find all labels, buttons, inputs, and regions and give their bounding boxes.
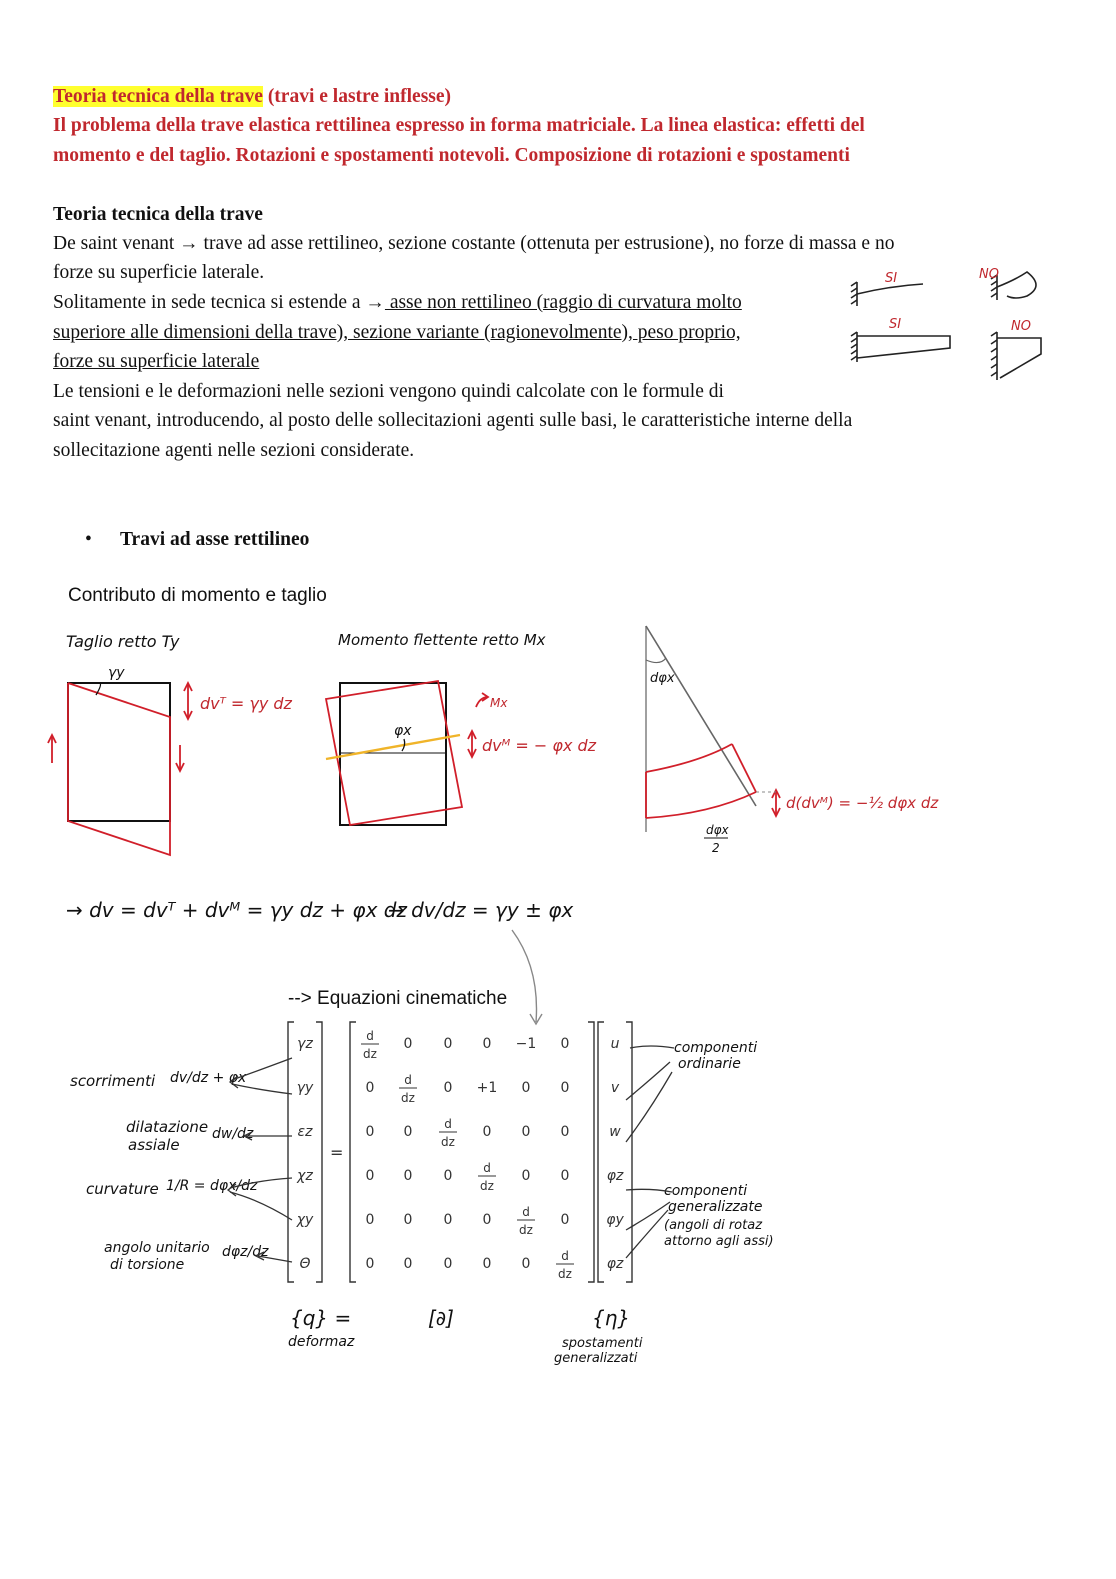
label-d: [∂] [428,1306,454,1330]
matrix-cell: 0 [521,1124,531,1140]
matrix-cell: 0 [482,1256,492,1272]
section-heading: Teoria tecnica della trave [53,204,263,225]
sketch-no-1: NO [979,267,999,282]
combined-eq-right: → dv/dz = γy ± φx [388,898,574,922]
svg-text:dz: dz [480,1179,494,1193]
svg-text:d: d [366,1029,374,1043]
matrix-cell: 0 [365,1168,375,1184]
figure-taglio [40,625,300,860]
left-annotation-arrows [220,1050,300,1280]
matrix-cell: 0 [521,1080,531,1096]
annot-angolo-2: di torsione [110,1257,185,1273]
svg-text:d: d [561,1249,569,1263]
q-vector-entry: γy [296,1080,314,1096]
q-vector-entry: χz [297,1168,313,1184]
curved-arrow [500,928,560,1028]
taglio-title: Taglio retto Ty [66,632,180,651]
section-line-7: saint venant, introducendo, al posto delle sollecitazioni agenti sulle basi, le caratteristiche interne della [53,410,853,431]
contrib-title: Contributo di momento e taglio [68,585,327,606]
svg-text:d: d [444,1117,452,1131]
taglio-rect [68,683,170,821]
eta-vector-entry: φz [606,1256,624,1272]
svg-text:d: d [483,1161,491,1175]
matrix-cell: 0 [403,1124,413,1140]
annot-angolo-formula: dφz/dz [222,1244,269,1260]
matrix-cell: 0 [560,1168,570,1184]
eta-vector-entry: φy [606,1212,624,1228]
line3-underline: asse non rettilineo (raggio di curvatura molto [384,292,742,313]
subtitle-line-1: Il problema della trave elastica rettilinea espresso in forma matriciale. La linea elastica: effetti del [53,115,865,136]
momento-title: Momento flettente retto Mx [338,631,546,649]
bullet-symbol: • [85,529,92,550]
matrix-cell: 0 [560,1124,570,1140]
q-vector-entry: Θ [299,1256,311,1272]
cinematiche-title: --> Equazioni cinematiche [288,988,508,1009]
wedge-eq: d(dvᴹ) = −½ dφx dz [786,794,939,812]
label-q-caption: deformaz [288,1334,355,1350]
subtitle-line-2: momento e del taglio. Rotazioni e spostamenti notevoli. Composizione di rotazioni e spostamenti [53,145,850,166]
svg-text:dz: dz [401,1091,415,1105]
matrix-derivative-cell [478,1161,496,1193]
section-line-5: forze su superficie laterale [53,351,260,372]
annot-curvature-formula: 1/R = dφx/dz [166,1178,258,1194]
momento-eq: dvᴹ = − φx dz [482,736,597,755]
sketch-si-2: SI [889,317,902,332]
matrix-derivative-cell [399,1073,417,1105]
title-highlight: Teoria tecnica della trave [53,86,263,107]
matrix-cell: −1 [515,1036,537,1052]
svg-text:d: d [522,1205,530,1219]
matrix-cell: 0 [365,1124,375,1140]
taglio-deformed [68,683,170,855]
matrix-equals: = [330,1143,344,1162]
combined-eq-left: → dv = dvᵀ + dvᴹ = γy dz + φx dz [66,898,407,922]
annot-scorrimenti-formula: dv/dz + φx [170,1070,247,1086]
wedge-half-num: dφx [706,823,729,837]
eta-vector-entry: φz [606,1168,624,1184]
figure-momento [310,625,610,835]
svg-text:d: d [404,1073,412,1087]
label-eta-caption-2: generalizzati [554,1351,638,1366]
matrix-derivative-cell [361,1029,379,1061]
matrix-cell: 0 [560,1212,570,1228]
svg-text:dz: dz [519,1223,533,1237]
label-eta: {η} [592,1306,631,1330]
annot-comp-ord-2: ordinarie [678,1056,741,1072]
annot-comp-gen-2: generalizzate [668,1199,763,1215]
matrix-cell: 0 [560,1036,570,1052]
q-vector-entry: εz [297,1124,313,1140]
q-vector-entry: γz [297,1036,313,1052]
line3-plain: Solitamente in sede tecnica si estende a → [53,292,385,313]
svg-text:dz: dz [363,1047,377,1061]
matrix-cell: 0 [443,1080,453,1096]
momento-mx: Mx [490,696,508,710]
annot-comp-gen-3: (angoli di rotaz [664,1218,763,1233]
right-annotation-arrows [620,1030,680,1270]
momento-phi: φx [394,723,412,739]
matrix-cell: 0 [365,1080,375,1096]
matrix-equation [280,1018,650,1288]
matrix-cell: 0 [365,1256,375,1272]
matrix-derivative-cell [517,1205,535,1237]
annot-curvature: curvature [86,1180,159,1198]
taglio-eq: dvᵀ = γy dz [200,694,292,713]
wedge-arc-top [646,744,732,772]
matrix-cell: 0 [560,1080,570,1096]
wedge-arc-bottom [646,792,756,818]
section-line-3 [53,288,742,318]
taglio-gamma: γy [108,665,125,681]
matrix-cell: 0 [365,1212,375,1228]
annot-dilatazione-formula: dw/dz [212,1126,254,1142]
eta-vector-entry: w [609,1124,621,1140]
matrix-cell: 0 [521,1256,531,1272]
matrix-cell: 0 [482,1124,492,1140]
wedge-angle: dφx [650,671,675,686]
momento-neutral-axis [326,735,460,759]
eta-vector-entry: v [610,1080,620,1096]
wedge-half-den: 2 [712,841,720,855]
matrix-cell: 0 [403,1212,413,1228]
beam-sketches [845,260,1050,385]
matrix-cell: 0 [521,1168,531,1184]
label-q: {q} = [290,1306,352,1330]
matrix-cell: 0 [443,1036,453,1052]
matrix-cell: 0 [443,1168,453,1184]
section-line-8: sollecitazione agenti nelle sezioni considerate. [53,440,415,461]
matrix-cell: +1 [476,1080,498,1096]
annot-comp-gen-4: attorno agli assi) [664,1234,774,1249]
svg-text:dz: dz [558,1267,572,1281]
matrix-cell: 0 [403,1256,413,1272]
matrix-cell: 0 [403,1036,413,1052]
q-vector-entry: χy [296,1212,314,1228]
annot-dilatazione-2: assiale [128,1136,180,1154]
bullet-label: Travi ad asse rettilineo [120,529,310,550]
figure-wedge [630,620,950,860]
section-line-6: Le tensioni e le deformazioni nelle sezioni vengono quindi calcolate con le formule di [53,381,724,402]
matrix-derivative-cell [439,1117,457,1149]
annot-comp-gen-1: componenti [664,1183,748,1199]
annot-comp-ord-1: componenti [674,1040,758,1056]
matrix-cell: 0 [443,1212,453,1228]
matrix-cell: 0 [482,1212,492,1228]
section-line-2: forze su superficie laterale. [53,262,265,283]
sketch-no-2: NO [1011,319,1031,334]
doc-title [53,82,451,112]
section-line-4: superiore alle dimensioni della trave), sezione variante (ragionevolmente), peso proprio, [53,322,741,343]
matrix-cell: 0 [403,1168,413,1184]
annot-dilatazione-1: dilatazione [126,1118,209,1136]
annot-scorrimenti: scorrimenti [70,1072,156,1090]
svg-text:dz: dz [441,1135,455,1149]
matrix-derivative-cell [556,1249,574,1281]
matrix-cell: 0 [482,1036,492,1052]
section-line-1: De saint venant → trave ad asse rettilineo, sezione costante (ottenuta per estrusione), no forze di massa e no [53,233,895,254]
title-rest: (travi e lastre inflesse) [262,86,452,107]
label-eta-caption-1: spostamenti [562,1336,643,1351]
annot-angolo-1: angolo unitario [104,1240,210,1256]
eta-vector-entry: u [610,1036,620,1052]
sketch-si-1: SI [885,271,898,286]
matrix-cell: 0 [443,1256,453,1272]
